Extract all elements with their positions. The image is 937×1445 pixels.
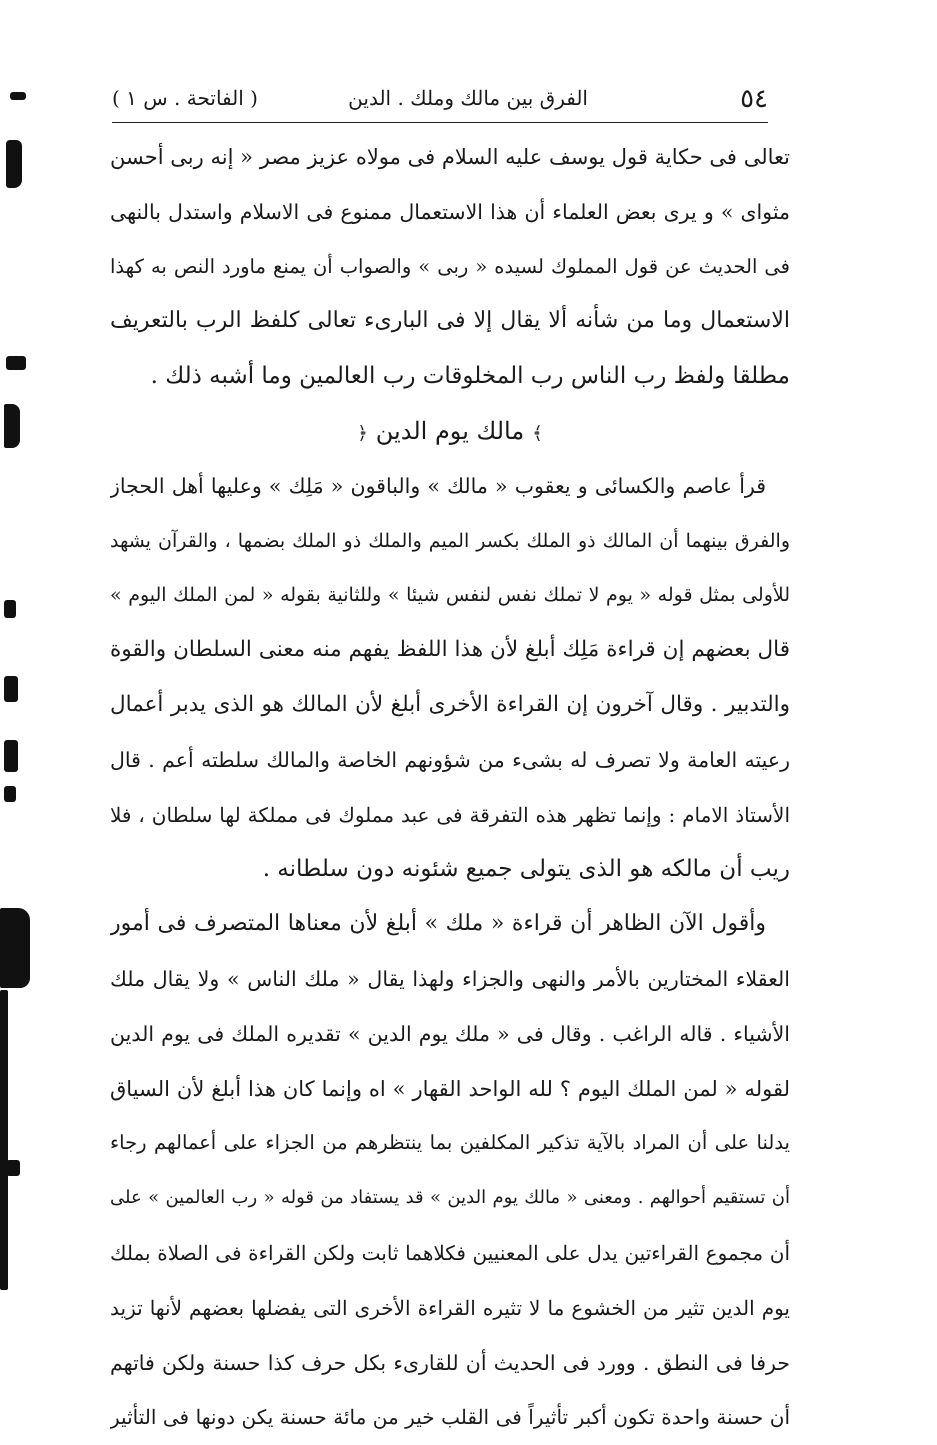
text-line: ريب أن مالكه هو الذى يتولى جميع شئونه دون سلطانه . <box>262 856 790 883</box>
text-line: الاستعمال وما من شأنه ألا يقال إلا فى البارىء تعالى كلفظ الرب بالتعريف <box>110 308 790 334</box>
text-line: الأشياء . قاله الراغب . وقال فى « ملك يوم الدين » تقديره الملك فى يوم الدين <box>110 1021 790 1046</box>
text-line: يوم الدين تثير من الخشوع ما لا تثيره القراءة الأخرى التى يفضلها بعضهم لأنها تزيد <box>110 1295 790 1320</box>
text-line: مطلقا ولفظ رب الناس رب المخلوقات رب العالمين وما أشبه ذلك . <box>150 363 790 390</box>
text-line: أن مجموع القراءتين يدل على المعنيين فكلاهما ثابت ولكن القراءة فى الصلاة بملك <box>110 1240 790 1265</box>
scan-edge-mark <box>6 1160 20 1176</box>
text-line: لقوله « لمن الملك اليوم ؟ لله الواحد القهار » اه وإنما كان هذا أبلغ لأن السياق <box>110 1076 790 1101</box>
heading-ornament: ﴿ <box>357 422 368 444</box>
page-number: ٥٤ <box>740 84 768 114</box>
scan-edge-mark <box>4 786 16 802</box>
text-line: قال بعضهم إن قراءة مَلِك أبلغ لأن هذا اللفظ يفهم منه معنى السلطان والقوة <box>110 637 790 663</box>
text-line: الأستاذ الامام : وإنما تظهر هذه التفرقة فى عبد مملوك فى مملكة لها سلطان ، فلا <box>110 802 790 827</box>
scan-edge-mark <box>0 908 30 988</box>
scan-edge-mark <box>10 92 26 100</box>
scan-edge-mark <box>4 404 20 448</box>
text-line: مثواى » و يرى بعض العلماء أن هذا الاستعمال ممنوع فى الاسلام واستدل بالنهى <box>110 199 790 224</box>
scan-edge-mark <box>6 140 22 188</box>
heading-ornament: ﴾ <box>532 422 543 444</box>
scan-edge-mark <box>4 676 18 702</box>
text-line: حرفا فى النطق . وورد فى الحديث أن للقارىء بكل حرف كذا حسنة ولكن فاتهم <box>110 1350 790 1375</box>
heading-text: مالك يوم الدين <box>375 416 525 445</box>
scan-edge-mark <box>4 600 16 618</box>
scan-edge-mark <box>6 356 26 370</box>
text-line: رعيته العامة ولا تصرف له بشىء من شؤونهم الخاصة والمالك سلطته أعم . قال <box>110 747 790 772</box>
scan-edge-mark <box>4 740 18 772</box>
body-text <box>110 130 790 1445</box>
text-line: أن حسنة واحدة تكون أكبر تأثيراً فى القلب خير من مائة حسنة يكن دونها فى التأثير <box>110 1405 790 1430</box>
scan-edge-mark <box>0 990 8 1290</box>
text-line: للأولى بمثل قوله « يوم لا تملك نفس لنفس شيئا » وللثانية بقوله « لمن الملك اليوم » <box>110 584 790 607</box>
text-line: العقلاء المختارين بالأمر والنهى والجزاء ولهذا يقال « ملك الناس » ولا يقال ملك <box>110 966 790 991</box>
text-line: فى الحديث عن قول المملوك لسيده « ربى » والصواب أن يمنع ماورد النص به كهذا <box>110 254 790 278</box>
chapter-reference: ( الفاتحة . س ١ ) <box>112 86 258 110</box>
text-line: والتدبير . وقال آخرون إن القراءة الأخرى أبلغ لأن المالك هو الذى يدبر أعمال <box>110 691 790 717</box>
running-title: الفرق بين مالك وملك . الدين <box>348 86 588 110</box>
text-line: قرأ عاصم والكسائى و يعقوب « مالك » والباقون « مَلِك » وعليها أهل الحجاز <box>110 473 766 498</box>
text-line: تعالى فى حكاية قول يوسف عليه السلام فى مولاه عزيز مصر « إنه ربى أحسن <box>110 145 790 169</box>
section-heading <box>110 404 790 459</box>
text-line: يدلنا على أن المراد بالآية تذكير المكلفين بما ينتظرهم من الجزاء على أعمالهم رجاء <box>110 1131 790 1155</box>
text-line: والفرق بينهما أن المالك ذو الملك بكسر الميم والملك ذو الملك بضمها ، والقرآن يشهد <box>110 529 790 552</box>
page-header <box>112 78 768 123</box>
text-line: أن تستقيم أحوالهم . ومعنى « مالك يوم الدين » قد يستفاد من قوله « رب العالمين » على <box>110 1187 790 1209</box>
text-line: وأقول الآن الظاهر أن قراءة « ملك » أبلغ لأن معناها المتصرف فى أمور <box>110 911 766 937</box>
